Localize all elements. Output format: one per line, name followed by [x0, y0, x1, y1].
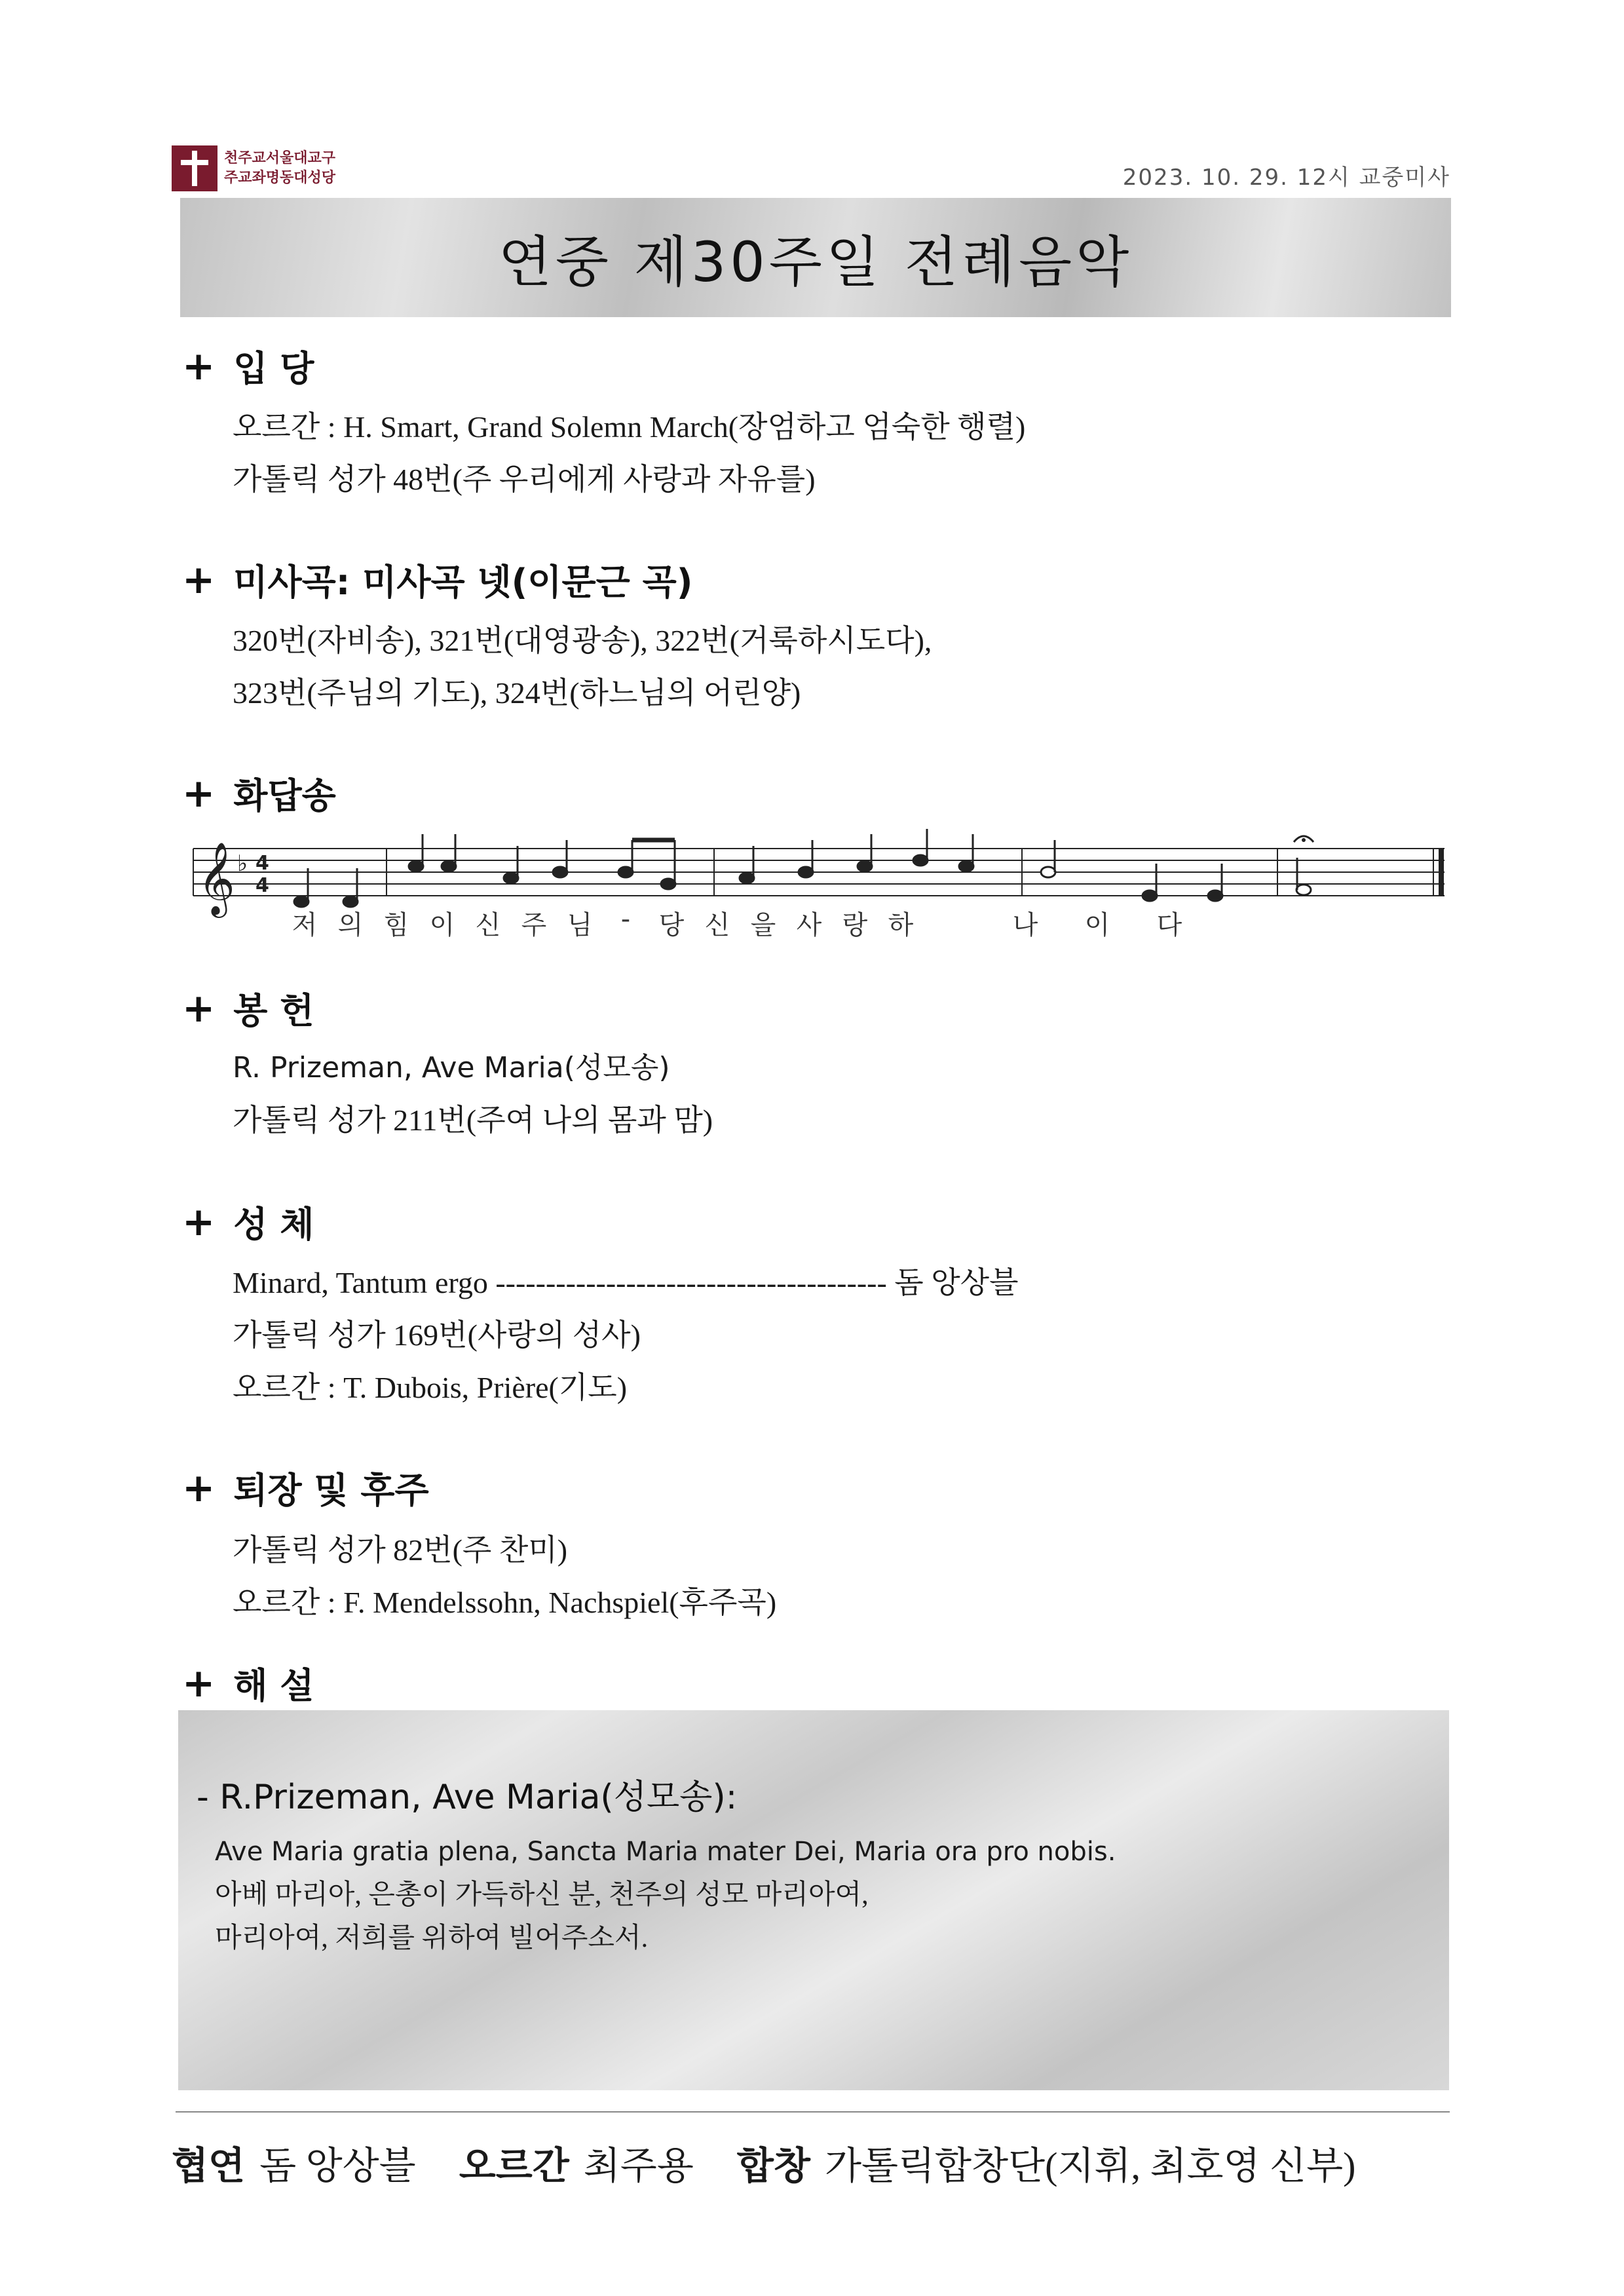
title-banner	[180, 198, 1451, 317]
lyric-syllable: 의	[337, 910, 364, 940]
section-title: 미사곡: 미사곡 넷(이문근 곡)	[233, 562, 693, 603]
commentary-latin: Ave Maria gratia plena, Sancta Maria mater Dei, Maria ora pro nobis.	[215, 1837, 1116, 1867]
lyric-syllable: 나	[1012, 910, 1038, 940]
footer-label-organ: 오르간	[459, 2143, 569, 2188]
footer-value-ensemble: 돔 앙상블	[259, 2145, 416, 2187]
communion-line-1: Minard, Tantum ergo --------------------------------------- 돔 앙상블	[233, 1266, 1019, 1299]
page-title: 연중 제30주일 전례음악	[498, 229, 1133, 294]
section-heading-psalm	[182, 768, 336, 818]
footer-label-choir: 합창	[736, 2143, 810, 2188]
lyric-syllable: 주	[521, 910, 547, 940]
plus-icon: +	[182, 985, 216, 1031]
lyric-syllable	[924, 904, 989, 942]
entrance-line-2: 가톨릭 성가 48번(주 우리에게 사랑과 자유를)	[233, 463, 816, 496]
cathedral-logo-icon	[172, 145, 217, 191]
logo-line-1: 천주교서울대교구	[224, 150, 336, 166]
footer-label-ensemble: 협연	[172, 2143, 246, 2188]
plus-icon: +	[182, 343, 216, 389]
section-heading-recessional	[182, 1463, 429, 1513]
psalm-lyrics	[282, 904, 1343, 942]
lyric-syllable: 신	[704, 910, 730, 940]
lyric-syllable: 하	[888, 910, 914, 940]
lyric-syllable: 이	[1084, 910, 1110, 940]
plus-icon: +	[182, 1464, 216, 1511]
recessional-line-2: 오르간 : F. Mendelssohn, Nachspiel(후주곡)	[233, 1586, 777, 1619]
lyric-syllable: 신	[475, 910, 501, 940]
svg-text:♭: ♭	[237, 851, 248, 877]
mass-date: 2023. 10. 29. 12시 교중미사	[1122, 164, 1450, 191]
offertory-line-1: R. Prizeman, Ave Maria(성모송)	[233, 1051, 670, 1084]
commentary-korean-2: 마리아여, 저희를 위하여 빌어주소서.	[215, 1923, 649, 1953]
lyric-syllable: 힘	[383, 910, 409, 940]
section-title: 퇴장 및 후주	[233, 1470, 429, 1511]
lyric-syllable: 랑	[842, 910, 868, 940]
lyric-syllable: 이	[429, 910, 455, 940]
section-title: 성 체	[233, 1204, 314, 1245]
section-title: 화답송	[233, 775, 336, 816]
footer-value-organ: 최주용	[583, 2145, 694, 2187]
section-title: 입 당	[233, 348, 314, 389]
communion-line-2: 가톨릭 성가 169번(사랑의 성사)	[233, 1318, 641, 1352]
logo-line-2: 주교좌명동대성당	[224, 170, 336, 186]
mass-line-1: 320번(자비송), 321번(대영광송), 322번(거룩하시도다),	[233, 624, 932, 657]
plus-icon: +	[182, 770, 216, 816]
mass-line-2: 323번(주님의 기도), 324번(하느님의 어린양)	[233, 676, 801, 710]
logo-text	[224, 149, 335, 188]
svg-text:4: 4	[255, 852, 269, 875]
lyric-syllable: 저	[292, 910, 318, 940]
footer-divider	[176, 2111, 1450, 2113]
section-heading-entrance	[182, 341, 314, 391]
lyric-syllable: 당	[658, 910, 685, 940]
recessional-line-1: 가톨릭 성가 82번(주 찬미)	[233, 1533, 568, 1567]
commentary-title: - R.Prizeman, Ave Maria(성모송):	[197, 1778, 738, 1817]
svg-text:4: 4	[255, 874, 269, 897]
section-heading-mass	[182, 554, 692, 605]
entrance-line-1: 오르간 : H. Smart, Grand Solemn March(장엄하고 엄숙한 행렬)	[233, 410, 1026, 444]
section-heading-offertory	[182, 983, 314, 1033]
svg-text:𝄞: 𝄞	[198, 841, 235, 915]
section-heading-commentary	[182, 1658, 314, 1708]
lyric-syllable: 을	[750, 910, 776, 940]
plus-icon: +	[182, 556, 216, 603]
lyric-syllable: -	[620, 904, 631, 934]
commentary-korean-1: 아베 마리아, 은총이 가득하신 분, 천주의 성모 마리아여,	[215, 1880, 869, 1910]
communion-line-3: 오르간 : T. Dubois, Prière(기도)	[233, 1371, 628, 1404]
section-heading-communion	[182, 1196, 314, 1247]
footer-value-choir: 가톨릭합창단(지휘, 최호영 신부)	[824, 2145, 1356, 2187]
section-title: 봉 헌	[233, 990, 314, 1031]
plus-icon: +	[182, 1660, 216, 1706]
section-title: 해 설	[233, 1665, 314, 1706]
cathedral-logo	[172, 145, 335, 191]
lyric-syllable: 사	[796, 910, 822, 940]
performers-footer	[172, 2135, 1355, 2190]
lyric-syllable: 님	[567, 910, 593, 940]
lyric-syllable: 다	[1156, 910, 1182, 940]
offertory-line-2: 가톨릭 성가 211번(주여 나의 몸과 맘)	[233, 1103, 713, 1137]
plus-icon: +	[182, 1198, 216, 1245]
